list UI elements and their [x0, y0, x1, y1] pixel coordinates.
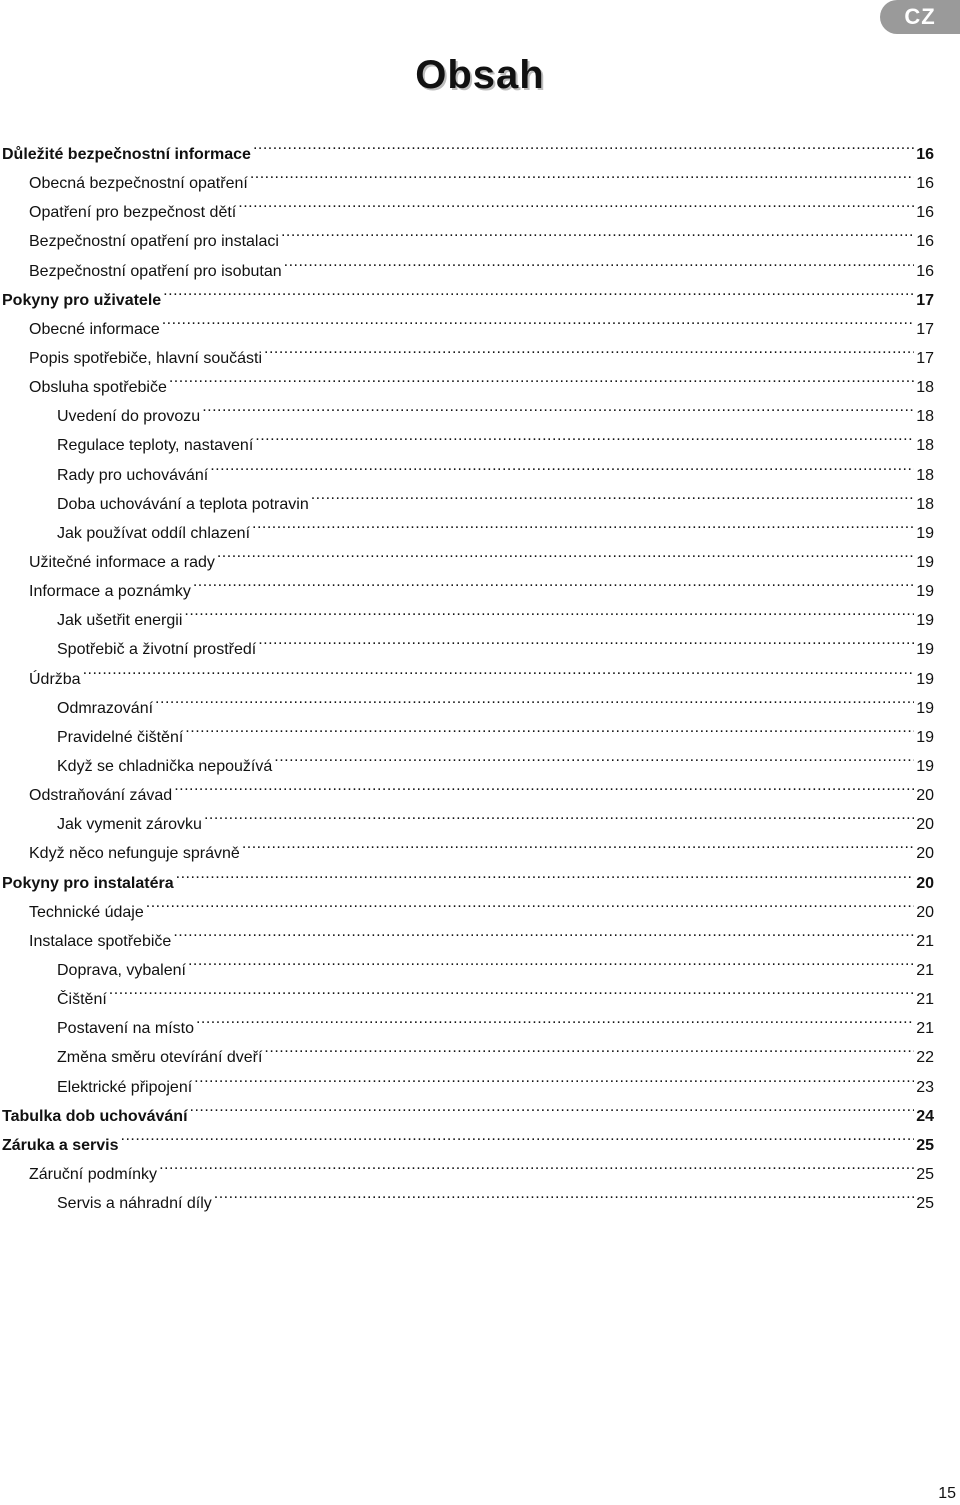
toc-entry-label: Užitečné informace a rady	[29, 553, 215, 571]
toc-entry-label: Když se chladnička nepoužívá	[57, 757, 273, 775]
toc-entry-page: 20	[916, 903, 934, 921]
toc-entry-page: 16	[916, 146, 934, 163]
dot-leader	[155, 684, 914, 713]
toc-entry[interactable]	[0, 1150, 934, 1183]
dot-leader	[210, 451, 914, 480]
dot-leader	[163, 276, 914, 305]
toc-entry-page: 20	[916, 845, 934, 863]
dot-leader	[252, 509, 914, 538]
toc-entry-label: Opatření pro bezpečnost dětí	[29, 204, 237, 222]
dot-leader	[193, 567, 914, 596]
dot-leader	[146, 888, 914, 917]
toc-entry-page: 25	[916, 1195, 934, 1213]
toc-entry-page: 16	[916, 204, 934, 222]
dot-leader	[242, 829, 914, 858]
dot-leader	[162, 305, 914, 334]
toc-entry-label: Servis a náhradní díly	[57, 1195, 212, 1213]
dot-leader	[174, 771, 914, 800]
toc-entry-page: 17	[916, 291, 934, 309]
toc-entry-label: Údržba	[29, 670, 81, 688]
toc-entry-page: 21	[916, 1020, 934, 1038]
dot-leader	[159, 1150, 914, 1179]
toc-entry-label: Instalace spotřebiče	[29, 932, 172, 950]
toc-entry-page: 17	[916, 349, 934, 367]
toc-entry-page: 18	[916, 408, 934, 426]
toc-entry-label: Obsluha spotřebiče	[29, 379, 167, 397]
language-badge: CZ	[880, 0, 960, 34]
toc-entry-page: 21	[916, 961, 934, 979]
toc-entry-label: Odmrazování	[57, 699, 154, 717]
toc-entry-label: Bezpečnostní opatření pro isobutan	[29, 262, 282, 280]
toc-entry-label: Důležité bezpečnostní informace	[2, 146, 251, 163]
toc-entry-page: 19	[916, 670, 934, 688]
toc-entry-label: Pravidelné čištění	[57, 728, 184, 746]
toc-entry[interactable]	[0, 975, 934, 1009]
dot-leader	[264, 1033, 914, 1062]
dot-leader	[83, 655, 915, 684]
toc-entry-page: 16	[916, 233, 934, 251]
toc-entry-label: Obecná bezpečnostní opatření	[29, 175, 248, 193]
dot-leader	[274, 742, 914, 771]
dot-leader	[238, 188, 914, 217]
toc-entry-page: 23	[916, 1078, 934, 1096]
toc-entry-page: 19	[916, 612, 934, 630]
toc-entry-page: 16	[916, 262, 934, 280]
toc-entry-page: 18	[916, 437, 934, 455]
dot-leader	[255, 421, 914, 450]
dot-leader	[190, 1092, 915, 1121]
toc-entry-label: Záruka a servis	[2, 1136, 119, 1154]
toc-entry-page: 25	[916, 1165, 934, 1183]
dot-leader	[258, 625, 914, 654]
toc-entry-label: Obecné informace	[29, 320, 160, 338]
toc-entry-page: 16	[916, 175, 934, 193]
toc-entry[interactable]	[0, 130, 934, 163]
dot-leader	[188, 946, 914, 975]
dot-leader	[217, 538, 914, 567]
toc-entry-label: Jak ušetřit energii	[57, 612, 183, 630]
toc-entry-label: Pokyny pro uživatele	[2, 291, 162, 309]
dot-leader	[173, 917, 914, 946]
toc-entry-label: Změna směru otevírání dveří	[57, 1049, 263, 1067]
dot-leader	[250, 159, 914, 188]
toc-entry-page: 18	[916, 466, 934, 484]
toc-entry-page: 19	[916, 699, 934, 717]
dot-leader	[204, 800, 914, 829]
dot-leader	[185, 713, 914, 742]
dot-leader	[253, 130, 914, 159]
dot-leader	[196, 1004, 914, 1033]
toc-entry-label: Postavení na místo	[57, 1020, 194, 1038]
toc-entry-label: Doprava, vybalení	[57, 961, 186, 979]
toc-entry[interactable]	[0, 1121, 934, 1154]
dot-leader	[109, 975, 914, 1004]
toc-entry-label: Regulace teploty, nastavení	[57, 437, 254, 455]
toc-entry-page: 21	[916, 991, 934, 1009]
toc-entry-page: 19	[916, 553, 934, 571]
toc-entry-page: 19	[916, 524, 934, 542]
page-title: Obsah	[415, 53, 545, 97]
toc-entry-label: Když něco nefunguje správně	[29, 845, 240, 863]
toc-entry-label: Bezpečnostní opatření pro instalaci	[29, 233, 279, 251]
toc-entry-page: 20	[916, 816, 934, 834]
toc-entry-label: Uvedení do provozu	[57, 408, 201, 426]
dot-leader	[284, 247, 915, 276]
dot-leader	[121, 1121, 915, 1150]
toc-entry-page: 21	[916, 932, 934, 950]
toc-entry-page: 25	[916, 1136, 934, 1154]
toc-entry-page: 20	[916, 874, 934, 892]
toc-entry-page: 24	[916, 1107, 934, 1125]
dot-leader	[281, 217, 914, 246]
toc-entry-page: 17	[916, 320, 934, 338]
dot-leader	[214, 1179, 914, 1208]
toc-entry-label: Tabulka dob uchovávání	[2, 1107, 188, 1125]
dot-leader	[202, 392, 914, 421]
dot-leader	[184, 596, 914, 625]
toc-entry-page: 22	[916, 1049, 934, 1067]
toc-entry-page: 19	[916, 583, 934, 601]
toc-entry-page: 19	[916, 728, 934, 746]
toc-entry-page: 19	[916, 641, 934, 659]
dot-leader	[264, 334, 914, 363]
toc-entry-page: 18	[916, 495, 934, 513]
toc-entry-page: 18	[916, 379, 934, 397]
dot-leader	[311, 480, 914, 509]
table-of-contents	[0, 130, 934, 1213]
toc-entry-label: Informace a poznámky	[29, 583, 191, 601]
toc-entry-label: Záruční podmínky	[29, 1165, 158, 1183]
dot-leader	[169, 363, 914, 392]
toc-entry-label: Odstraňování závad	[29, 787, 173, 805]
toc-entry[interactable]	[0, 684, 934, 717]
toc-entry-page: 20	[916, 787, 934, 805]
toc-entry[interactable]	[0, 655, 934, 688]
toc-entry-label: Rady pro uchovávání	[57, 466, 209, 484]
toc-entry-label: Elektrické připojení	[57, 1078, 193, 1096]
dot-leader	[176, 859, 915, 888]
toc-entry-label: Technické údaje	[29, 903, 144, 921]
dot-leader	[194, 1063, 914, 1092]
toc-entry-label: Jak vymenit zárovku	[57, 816, 202, 834]
toc-entry-label: Spotřebič a životní prostředí	[57, 641, 257, 659]
toc-entry-page: 19	[916, 757, 934, 775]
toc-entry-label: Doba uchovávání a teplota potravin	[57, 495, 309, 513]
page-number: 15	[938, 1485, 956, 1502]
toc-entry-label: Jak používat oddíl chlazení	[57, 524, 251, 542]
toc-entry[interactable]	[0, 1004, 934, 1038]
toc-entry-label: Popis spotřebiče, hlavní součásti	[29, 349, 263, 367]
toc-entry-label: Čištění	[57, 991, 107, 1009]
toc-entry-label: Pokyny pro instalatéra	[2, 874, 174, 892]
